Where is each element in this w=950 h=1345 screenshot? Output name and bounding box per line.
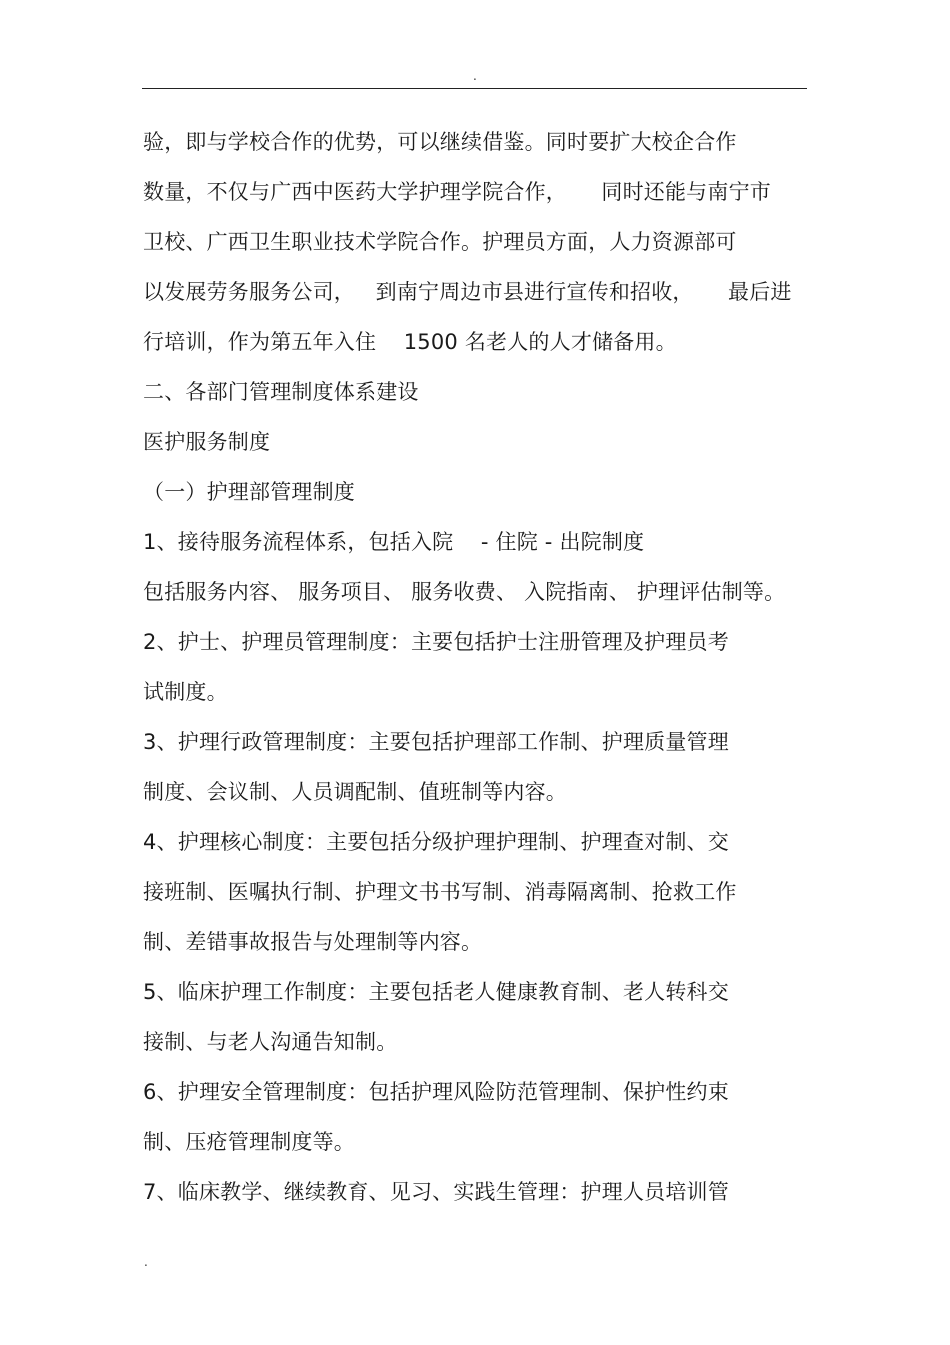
- body-line-2: 数量，不仅与广西中医药大学护理学院合作， 同时还能与南宁市: [143, 180, 771, 204]
- body-line-3: 卫校、广西卫生职业技术学院合作。护理员方面，人力资源部可: [143, 230, 737, 254]
- list-item-5-cont: 接制、与老人沟通告知制。: [143, 1030, 398, 1054]
- list-item-3: 3、护理行政管理制度：主要包括护理部工作制、护理质量管理: [143, 730, 729, 754]
- body-line-1: 验，即与学校合作的优势，可以继续借鉴。同时要扩大校企合作: [143, 130, 737, 154]
- list-item-2-cont: 试制度。: [143, 680, 228, 704]
- list-item-1: 1、接待服务流程体系，包括入院 - 住院 - 出院制度: [143, 530, 645, 554]
- list-item-6-cont: 制、压疮管理制度等。: [143, 1130, 355, 1154]
- header-rule: [142, 88, 807, 89]
- body-line-4: 以发展劳务服务公司， 到南宁周边市县进行宣传和招收， 最后进: [143, 280, 792, 304]
- list-item-4-cont-2: 制、差错事故报告与处理制等内容。: [143, 930, 483, 954]
- list-item-6: 6、护理安全管理制度：包括护理风险防范管理制、保护性约束: [143, 1080, 729, 1104]
- list-item-4-cont: 接班制、医嘱执行制、护理文书书写制、消毒隔离制、抢救工作: [143, 880, 737, 904]
- list-item-3-cont: 制度、会议制、人员调配制、值班制等内容。: [143, 780, 567, 804]
- section-heading: 二、各部门管理制度体系建设: [143, 380, 419, 404]
- subsection-heading: 医护服务制度: [143, 430, 271, 454]
- list-item-2: 2、护士、护理员管理制度：主要包括护士注册管理及护理员考: [143, 630, 729, 654]
- list-item-5: 5、临床护理工作制度：主要包括老人健康教育制、老人转科交: [143, 980, 729, 1004]
- subsection-title: （一）护理部管理制度: [143, 480, 355, 504]
- page-footer-mark: .: [144, 1255, 148, 1269]
- list-item-4: 4、护理核心制度：主要包括分级护理护理制、护理查对制、交: [143, 830, 729, 854]
- body-line-5: 行培训，作为第五年入住 1500 名老人的人才储备用。: [143, 330, 677, 354]
- page-header-mark: .: [473, 69, 477, 83]
- list-item-7: 7、临床教学、继续教育、见习、实践生管理：护理人员培训管: [143, 1180, 729, 1204]
- list-item-1-detail: 包括服务内容、 服务项目、 服务收费、 入院指南、 护理评估制等。: [143, 580, 786, 604]
